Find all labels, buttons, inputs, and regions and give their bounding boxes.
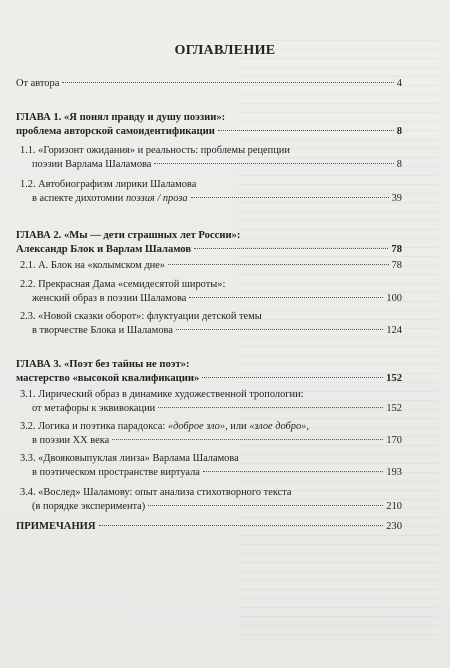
section-title: 3.3. «Двояковыпуклая линза» Варлама Шаламова (20, 453, 239, 464)
section-title: 3.2. Логика и поэтика парадокса: «доброе зло», или «злое добро», (20, 421, 309, 432)
toc-page-number: 170 (386, 434, 402, 446)
toc-page-number: 4 (396, 78, 402, 89)
section-title: 3.1. Лирический образ в динамике художественной тропологии: (20, 389, 304, 400)
toc-section-3-1[interactable] (20, 388, 402, 415)
leader-dots (99, 525, 384, 526)
section-title: 1.1. «Горизонт ожидания» и реальность: проблемы рецепции (20, 145, 290, 156)
toc-section-1-1[interactable] (20, 144, 402, 171)
toc-page-number: 152 (386, 402, 402, 414)
section-title-cont: в поэтическом пространстве виртуала (32, 466, 200, 478)
leader-dots (202, 377, 383, 378)
chapter-subtitle: проблема авторской самоидентификации (16, 125, 215, 137)
leader-dots (189, 297, 383, 298)
section-title: 1.2. Автобиографизм лирики Шаламова (20, 179, 197, 190)
toc-page-number: 100 (386, 292, 402, 304)
toc-page-number: 210 (386, 500, 402, 512)
page-title: ОГЛАВЛЕНИЕ (174, 43, 276, 58)
toc-entry-notes[interactable] (16, 520, 402, 534)
toc-section-2-2[interactable] (20, 278, 402, 305)
chapter-subtitle: мастерство «высокой квалификации» (16, 372, 200, 384)
toc-entry-label: ПРИМЕЧАНИЯ (16, 521, 96, 532)
section-title-cont: в поэзии XX века (32, 434, 110, 446)
toc-entry-author[interactable] (16, 77, 402, 91)
chapter-heading: ГЛАВА 3. «Поэт без тайны не поэт»: (16, 359, 190, 370)
section-title-cont: женский образ в поэзии Шаламова (32, 292, 187, 304)
toc-page-number: 124 (386, 324, 402, 336)
toc-page-number: 152 (386, 372, 402, 384)
toc-page-number: 8 (396, 125, 402, 137)
leader-dots (218, 130, 394, 131)
toc-section-3-3[interactable] (20, 452, 402, 479)
section-title-cont: поэзии Варлама Шаламова (32, 158, 152, 170)
toc-page-number: 193 (386, 466, 402, 478)
chapter-heading: ГЛАВА 1. «Я понял правду и душу поэзии»: (16, 112, 226, 123)
leader-dots (62, 82, 393, 83)
italic-phrase: «злое добро» (249, 421, 307, 432)
toc-section-2-1[interactable] (20, 259, 402, 273)
section-title-cont: (в порядке эксперимента) (32, 500, 146, 512)
leader-dots (168, 264, 389, 265)
toc-page-number: 78 (391, 243, 402, 255)
leader-dots (203, 471, 384, 472)
leader-dots (112, 439, 383, 440)
section-title: 2.2. Прекрасная Дама «семидесятой широты»: (20, 279, 226, 290)
leader-dots (191, 197, 389, 198)
toc-chapter-3[interactable] (16, 358, 402, 385)
toc-section-1-2[interactable] (20, 178, 402, 205)
leader-dots (176, 329, 383, 330)
toc-page-number: 8 (396, 158, 402, 170)
chapter-heading: ГЛАВА 2. «Мы — дети страшных лет России»: (16, 230, 241, 241)
leader-dots (148, 505, 383, 506)
toc-section-2-3[interactable] (20, 310, 402, 337)
leader-dots (154, 163, 393, 164)
toc-page-number: 230 (386, 521, 402, 532)
italic-phrase: «доброе зло» (167, 421, 226, 432)
section-title: 2.1. А. Блок на «колымском дне» (20, 260, 165, 271)
section-title-cont: от метафоры к эквивокации (32, 402, 156, 414)
toc-chapter-2[interactable] (16, 229, 402, 256)
leader-dots (194, 248, 388, 249)
toc-page-number: 39 (391, 192, 402, 204)
section-title-cont: в аспекте дихотомии поэзия / проза (32, 192, 188, 204)
chapter-subtitle: Александр Блок и Варлам Шаламов (16, 243, 192, 255)
section-title: 2.3. «Новой сказки оборот»: флуктуации детской темы (20, 311, 262, 322)
toc-chapter-1[interactable] (16, 111, 402, 138)
section-title-cont: в творчестве Блока и Шаламова (32, 324, 173, 336)
toc-page-number: 78 (391, 260, 402, 271)
italic-term: поэзия / проза (125, 192, 188, 204)
section-title: 3.4. «Вослед» Шаламову: опыт анализа стихотворного текста (20, 487, 292, 498)
toc-section-3-4[interactable] (20, 486, 402, 513)
toc-entry-label: От автора (16, 78, 60, 89)
toc-section-3-2[interactable] (20, 420, 402, 447)
leader-dots (158, 407, 383, 408)
